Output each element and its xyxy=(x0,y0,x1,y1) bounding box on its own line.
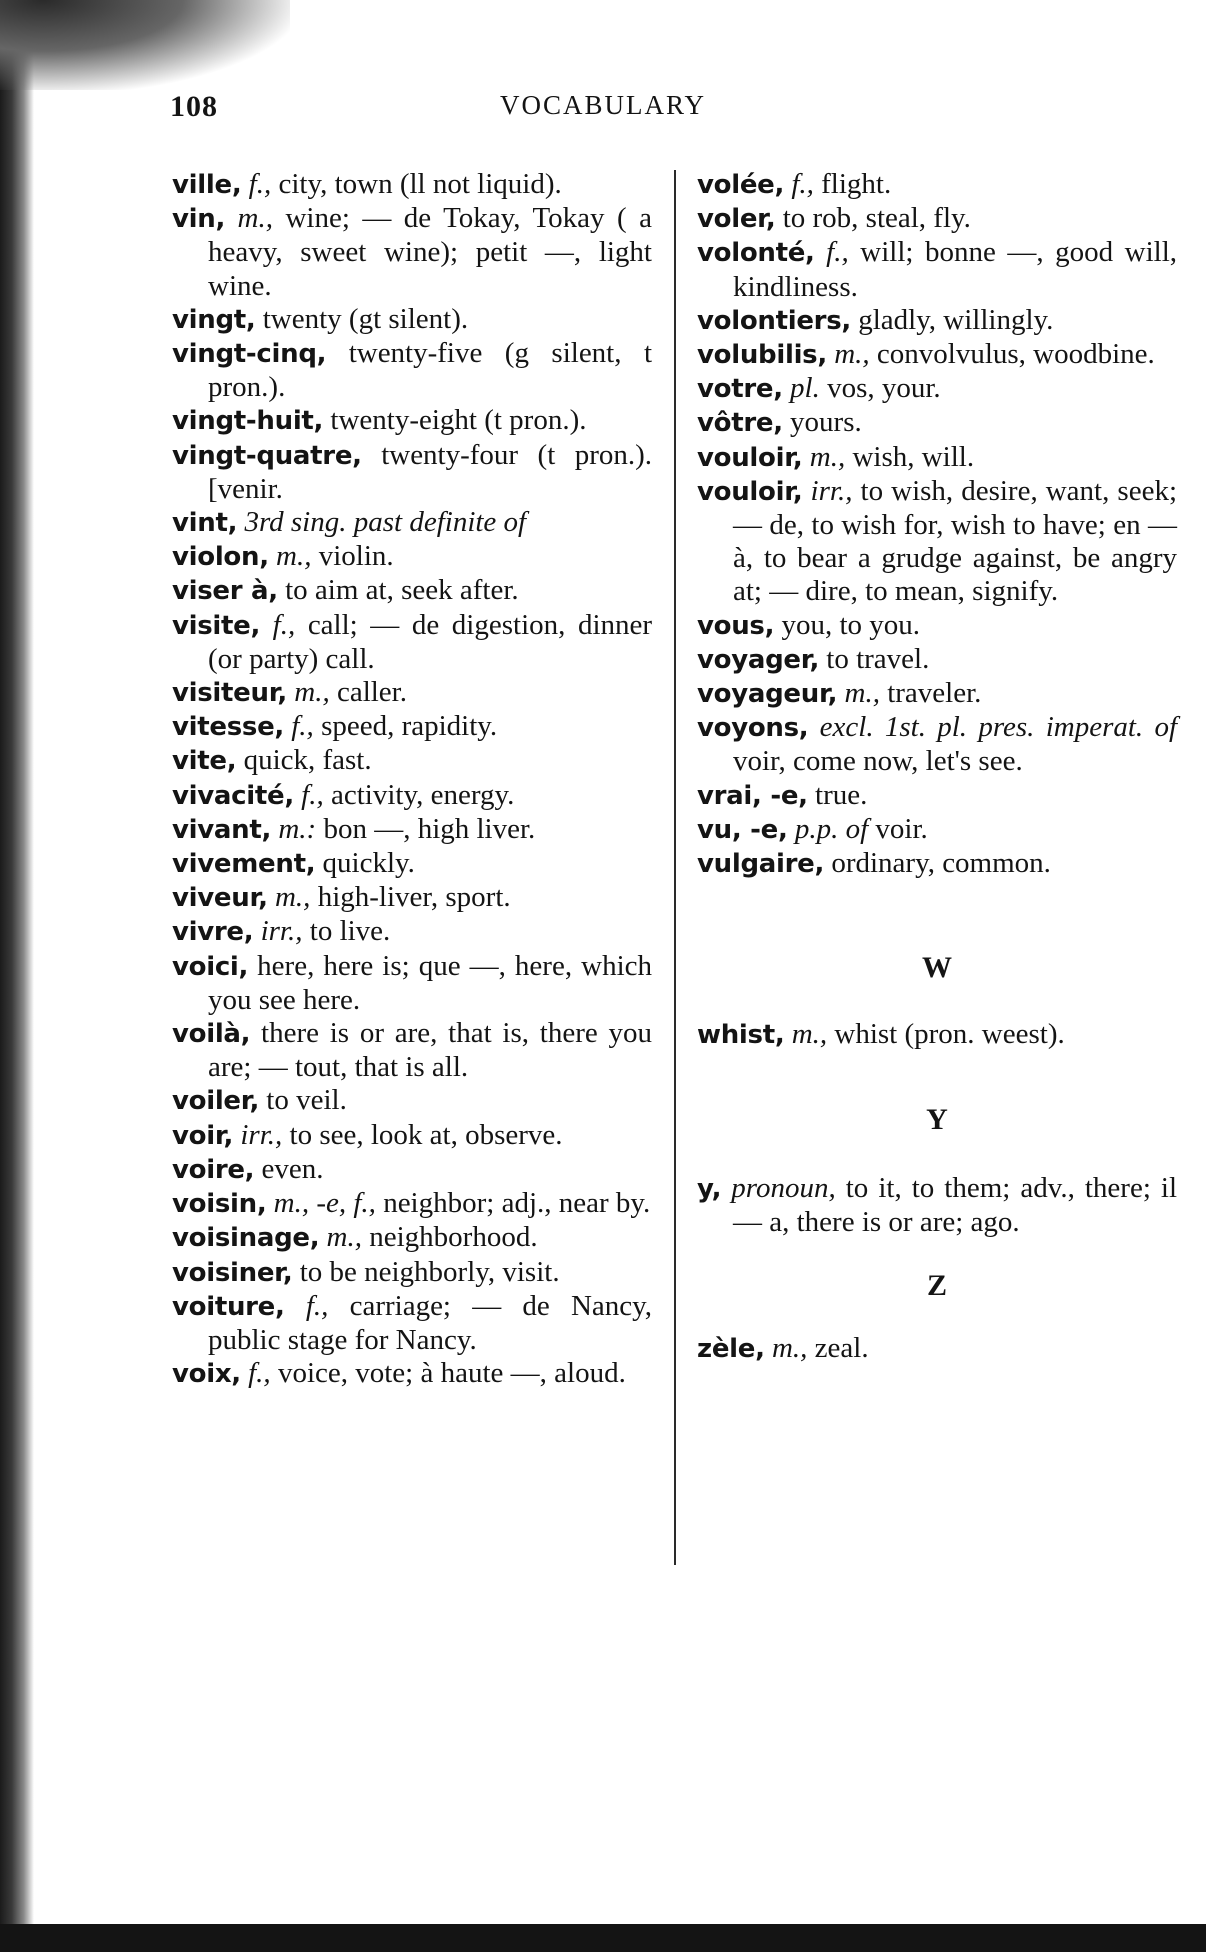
entry-voici: voici, here, here is; que —, here, which you see here. xyxy=(172,949,652,1016)
entry-viveur: viveur, m., high-liver, sport. xyxy=(172,881,511,914)
left-column xyxy=(172,168,652,1391)
entry-zele: zèle, m., zeal. xyxy=(697,1332,869,1365)
entry-vingt: vingt, twenty (gt silent). xyxy=(172,302,469,335)
entry-vite: vite, quick, fast. xyxy=(172,744,372,777)
entry-voyageur: voyageur, m., traveler. xyxy=(697,677,982,710)
entry-voler: voler, to rob, steal, fly. xyxy=(697,202,971,235)
entry-vingt-cinq: vingt-cinq, twenty-five (g silent, t pron.). xyxy=(172,337,652,404)
entry-votre: votre, pl. vos, your. xyxy=(697,372,941,405)
entry-whist: whist, m., whist (pron. weest). xyxy=(697,1018,1065,1051)
entry-vint: vint, 3rd sing. past definite of xyxy=(172,506,527,539)
entry-vivre: vivre, irr., to live. xyxy=(172,915,391,948)
section-letter-y: Y xyxy=(926,1102,948,1136)
scan-left-edge-shadow xyxy=(0,0,34,1952)
entry-votre-pron: vôtre, yours. xyxy=(697,406,862,439)
entry-y: y, pronoun, to it, to them; adv., there; il — a, there is or are; ago. xyxy=(697,1171,1178,1239)
section-letter-z: Z xyxy=(926,1269,947,1303)
entry-vouloir-verb: vouloir, irr., to wish, desire, want, seek; — de, to wish for, wish to have; en — à, to bear a grudge against, be angry at; — dire, to mean, signify. xyxy=(697,474,1177,608)
running-head: VOCABULARY xyxy=(499,90,707,120)
entry-vulgaire: vulgaire, ordinary, common. xyxy=(697,847,1051,880)
entry-violon: violon, m., violin. xyxy=(172,540,394,573)
entry-volee: volée, f., flight. xyxy=(697,168,892,200)
entry-vous: vous, you, to you. xyxy=(697,608,920,641)
entry-voyons: voyons, excl. 1st. pl. pres. imperat. of voir, come now, let's see. xyxy=(697,711,1177,778)
entry-vingt-huit: vingt-huit, twenty-eight (t pron.). xyxy=(172,404,587,437)
entry-volubilis: volubilis, m., convolvulus, woodbine. xyxy=(697,338,1155,371)
entry-volonte: volonté, f., will; bonne —, good will, kindliness. xyxy=(697,236,1178,303)
entry-vin: vin, m., wine; — de Tokay, Tokay ( a heavy, sweet wine); petit —, light wine. xyxy=(172,202,653,302)
entry-voiture: voiture, f., carriage; — de Nancy, public stage for Nancy. xyxy=(172,1289,653,1356)
entry-vivant: vivant, m.: bon —, high liver. xyxy=(172,812,536,845)
entry-vitesse: vitesse, f., speed, rapidity. xyxy=(172,710,498,743)
entry-vu: vu, -e, p.p. of voir. xyxy=(697,812,928,845)
right-column xyxy=(697,168,1177,1367)
entry-voisin: voisin, m., -e, f., neighbor; adj., near by. xyxy=(172,1187,651,1220)
entry-voiler: voiler, to veil. xyxy=(172,1084,347,1117)
entry-voyager: voyager, to travel. xyxy=(697,642,930,675)
entry-visiteur: visiteur, m., caller. xyxy=(172,676,407,709)
entry-vouloir-noun: vouloir, m., wish, will. xyxy=(697,440,975,473)
entry-voir: voir, irr., to see, look at, observe. xyxy=(172,1118,563,1151)
entry-vivacite: vivacité, f., activity, energy. xyxy=(172,778,515,811)
entry-voisinage: voisinage, m., neighborhood. xyxy=(172,1221,538,1254)
entry-viser: viser à, to aim at, seek after. xyxy=(172,574,519,607)
entry-voix: voix, f., voice, vote; à haute —, aloud. xyxy=(172,1357,626,1390)
entry-vrai: vrai, -e, true. xyxy=(697,778,868,811)
entry-voire: voire, even. xyxy=(172,1152,324,1185)
entry-ville: ville, f., city, town (ll not liquid). xyxy=(172,168,562,200)
scan-top-corner-stain xyxy=(0,0,290,90)
section-letter-w: W xyxy=(922,951,952,985)
scan-bottom-edge xyxy=(0,1924,1206,1952)
entry-volontiers: volontiers, gladly, willingly. xyxy=(697,303,1054,336)
entry-voila: voilà, there is or are, that is, there you are; — tout, that is all. xyxy=(172,1017,652,1084)
column-divider xyxy=(674,170,676,1565)
entry-vingt-quatre: vingt-quatre, twenty-four (t pron.). [venir. xyxy=(172,438,653,505)
entry-vivement: vivement, quickly. xyxy=(172,847,415,880)
entry-visite: visite, f., call; — de digestion, dinner (or party) call. xyxy=(172,608,653,675)
page-number: 108 xyxy=(170,90,218,123)
entry-voisiner: voisiner, to be neighborly, visit. xyxy=(172,1255,560,1288)
